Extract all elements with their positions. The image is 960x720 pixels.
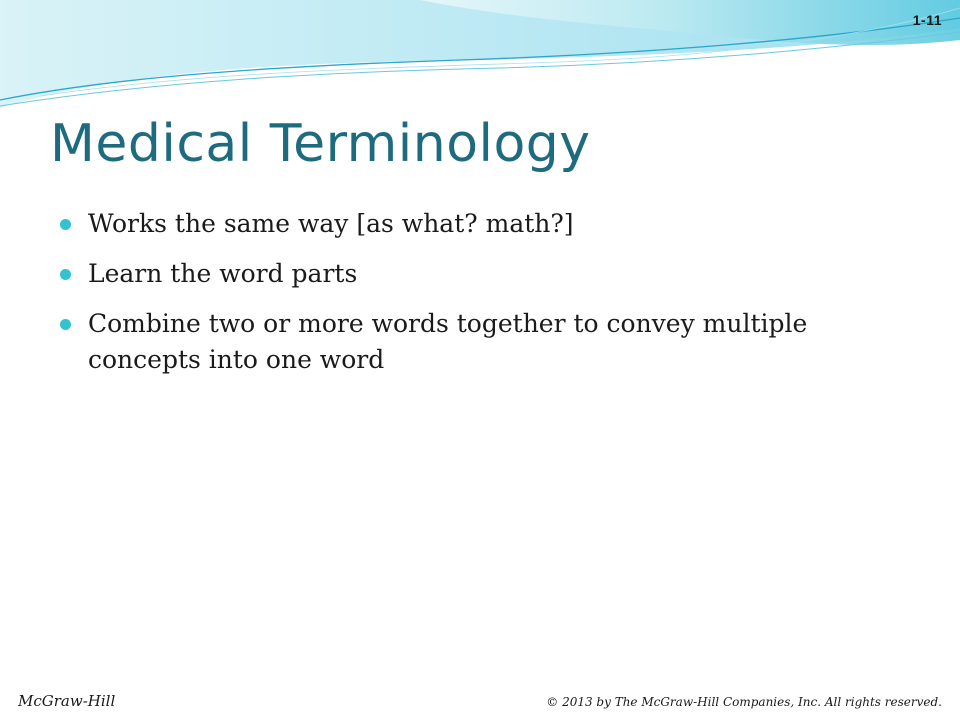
bullet-dot-icon — [60, 269, 71, 280]
bullet-text: Combine two or more words together to convey multiple concepts into one word — [88, 309, 808, 374]
bullet-item — [60, 256, 900, 292]
header-wave-decoration — [0, 0, 960, 120]
bullet-text: Works the same way [as what? math?] — [88, 209, 574, 238]
bullet-item — [60, 206, 900, 242]
copyright-notice: © 2013 by The McGraw-Hill Companies, Inc. All rights reserved. — [546, 695, 942, 709]
slide-title: Medical Terminology — [50, 114, 591, 174]
bullet-list — [60, 206, 900, 392]
slide-number: 1-11 — [912, 12, 942, 28]
bullet-dot-icon — [60, 219, 71, 230]
bullet-dot-icon — [60, 319, 71, 330]
publisher-name: McGraw-Hill — [18, 692, 116, 710]
bullet-text: Learn the word parts — [88, 259, 358, 288]
bullet-item — [60, 306, 900, 378]
